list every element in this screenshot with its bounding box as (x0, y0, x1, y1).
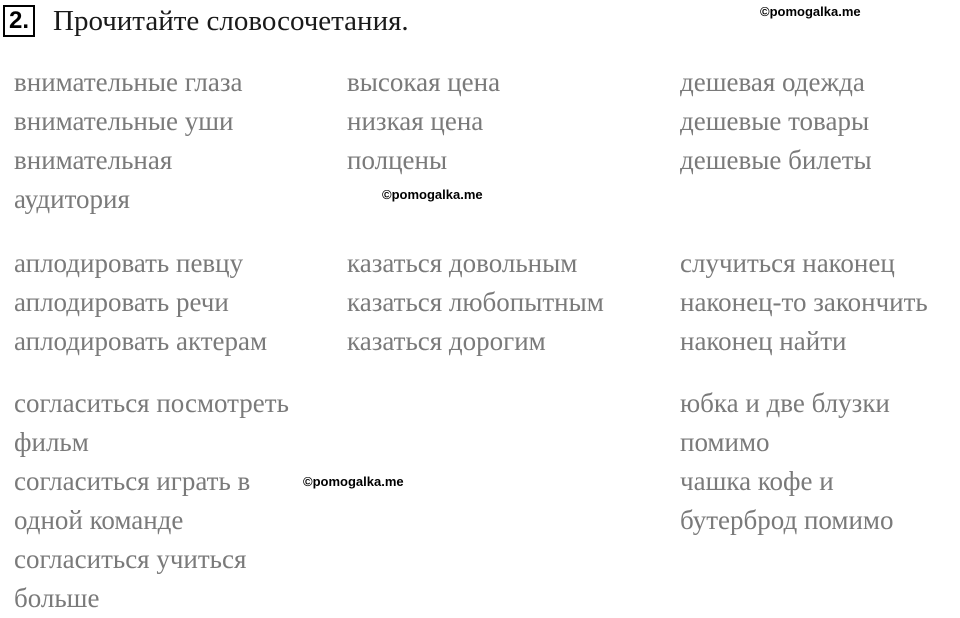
task-header (3, 3, 409, 39)
watermark: ©pomogalka.me (303, 474, 404, 489)
group-3-column-1 (14, 384, 289, 618)
phrase: юбка и две блузки (680, 388, 890, 418)
task-title: Прочитайте словосочетания. (53, 5, 409, 37)
group-1-column-3 (680, 63, 872, 180)
phrase: больше (14, 583, 100, 613)
phrase: аудитория (14, 184, 130, 214)
phrase: аплодировать певцу (14, 248, 244, 278)
phrase: согласиться играть в (14, 466, 251, 496)
phrase: согласиться учиться (14, 544, 247, 574)
phrase: фильм (14, 427, 89, 457)
phrase: согласиться посмотреть (14, 388, 289, 418)
group-2-column-1 (14, 244, 267, 361)
phrase: внимательная (14, 145, 173, 175)
group-1-column-1 (14, 63, 243, 219)
phrase: дешевая одежда (680, 67, 865, 97)
phrase: полцены (347, 145, 448, 175)
group-1-column-2 (347, 63, 500, 180)
phrase: казаться довольным (347, 248, 578, 278)
phrase: бутерброд помимо (680, 505, 894, 535)
phrase: низкая цена (347, 106, 484, 136)
phrase: казаться любопытным (347, 287, 604, 317)
phrase: помимо (680, 427, 770, 457)
phrase: чашка кофе и (680, 466, 834, 496)
phrase: наконец-то закончить (680, 287, 928, 317)
group-3-column-3 (680, 384, 894, 540)
phrase: одной команде (14, 505, 184, 535)
phrase: случиться наконец (680, 248, 895, 278)
group-2-column-2 (347, 244, 604, 361)
phrase: дешевые товары (680, 106, 870, 136)
watermark: ©pomogalka.me (760, 4, 861, 19)
group-2-column-3 (680, 244, 928, 361)
phrase: внимательные глаза (14, 67, 243, 97)
watermark: ©pomogalka.me (382, 187, 483, 202)
phrase: дешевые билеты (680, 145, 872, 175)
phrase: аплодировать актерам (14, 326, 268, 356)
phrase: аплодировать речи (14, 287, 229, 317)
phrase: высокая цена (347, 67, 501, 97)
phrase: казаться дорогим (347, 326, 546, 356)
phrase: наконец найти (680, 326, 847, 356)
task-number: 2. (3, 5, 35, 37)
phrase: внимательные уши (14, 106, 234, 136)
